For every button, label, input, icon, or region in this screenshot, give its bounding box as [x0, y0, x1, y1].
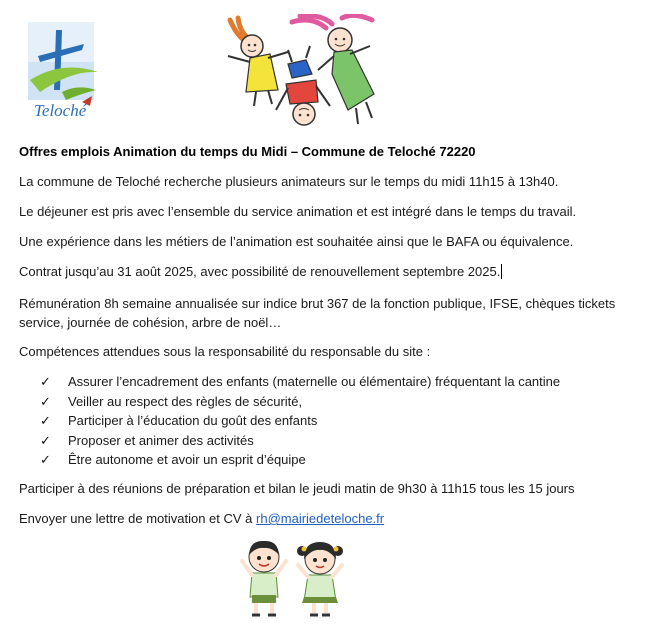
children-illustration — [222, 14, 382, 130]
paragraph-contact — [19, 511, 384, 527]
email-link[interactable]: rh@mairiedeteloche.fr — [256, 511, 385, 526]
checkmark-icon: ✓ — [40, 374, 51, 389]
paragraph-lunch: Le déjeuner est pris avec l’ensemble du service animation et est intégré dans le temps du travail. — [19, 204, 577, 219]
logo-wordmark: Teloché — [34, 101, 87, 120]
paragraph-remuneration: Rémunération 8h semaine annualisée sur indice brut 367 de la fonction publique, IFSE, chèques tickets service, journée de cohésion, arbre de noël… — [19, 296, 616, 330]
list-item — [40, 392, 560, 412]
paragraph-meetings: Participer à des réunions de préparation et bilan le jeudi matin de 9h30 à 11h15 tous les 15 jours — [19, 481, 575, 496]
two-children-illustration — [238, 537, 350, 619]
checkmark-icon: ✓ — [40, 413, 51, 428]
list-item-text: Proposer et animer des activités — [68, 432, 254, 448]
skills-list — [40, 372, 560, 470]
list-item — [40, 431, 560, 451]
list-item-text: Être autonome et avoir un esprit d’équipe — [68, 452, 306, 467]
contract-text: Contrat jusqu’au 31 août 2025, avec possibilité de renouvellement septembre 2025. — [19, 264, 501, 279]
paragraph-contract — [19, 264, 502, 280]
page-title: Offres emplois Animation du temps du Midi – Commune de Teloché 72220 — [19, 144, 476, 159]
list-item — [40, 450, 560, 470]
list-item — [40, 411, 560, 431]
checkmark-icon: ✓ — [40, 393, 51, 409]
teloche-logo — [22, 20, 104, 126]
checkmark-icon: ✓ — [40, 452, 51, 467]
text-cursor — [501, 264, 502, 279]
checkmark-icon: ✓ — [40, 432, 51, 448]
list-item-text: Veiller au respect des règles de sécurité, — [68, 393, 303, 409]
contact-text: Envoyer une lettre de motivation et CV à — [19, 511, 257, 526]
list-item — [40, 372, 560, 392]
list-item-text: Assurer l’encadrement des enfants (maternelle ou élémentaire) fréquentant la cantine — [68, 374, 561, 389]
list-item-text: Participer à l’éducation du goût des enfants — [68, 413, 318, 428]
paragraph-recruitment: La commune de Teloché recherche plusieurs animateurs sur le temps du midi 11h15 à 13h40. — [19, 174, 559, 189]
paragraph-skills-intro: Compétences attendues sous la responsabilité du responsable du site : — [19, 344, 431, 359]
paragraph-experience: Une expérience dans les métiers de l’animation est souhaitée ainsi que le BAFA ou équivalence. — [19, 234, 574, 249]
